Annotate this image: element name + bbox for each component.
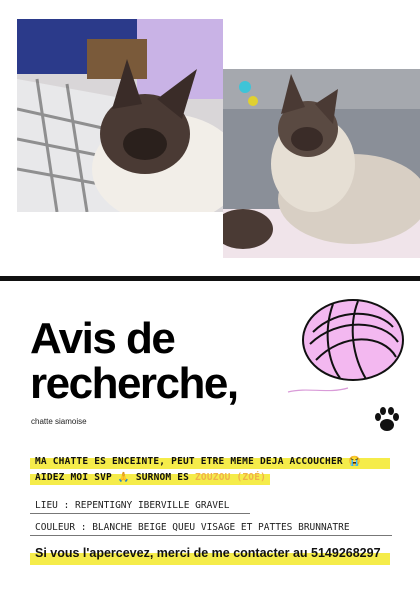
divider-bar xyxy=(0,276,420,281)
color-underline xyxy=(30,535,392,536)
yarn-ball-icon xyxy=(268,292,418,402)
page-title xyxy=(30,316,238,406)
contact-text: Si vous l'apercevez, merci de me contacter au 5149268297 xyxy=(35,546,381,560)
color-description-text: COULEUR : BLANCHE BEIGE QUEU VISAGE ET PATTES BRUNNATRE xyxy=(35,522,350,533)
location-text: LIEU : REPENTIGNY IBERVILLE GRAVEL xyxy=(35,500,230,511)
location-underline xyxy=(30,513,250,514)
message-line-2 xyxy=(35,472,266,483)
nickname-text: ZOUZOU (ZOÉ) xyxy=(195,472,267,483)
message-line-2-text: AIDEZ MOI SVP 🙏 SURNOM ES xyxy=(35,472,196,483)
subtitle: chatte siamoise xyxy=(31,417,87,426)
cat-photo-2 xyxy=(223,69,420,258)
title-line-1: Avis de xyxy=(30,314,175,363)
paw-print-icon xyxy=(372,404,402,434)
title-line-2: recherche, xyxy=(30,359,238,408)
cat-photo-1 xyxy=(17,19,223,212)
message-line-1: MA CHATTE ES ENCEINTE, PEUT ETRE MEME DEJA ACCOUCHER 😭 xyxy=(35,456,361,467)
